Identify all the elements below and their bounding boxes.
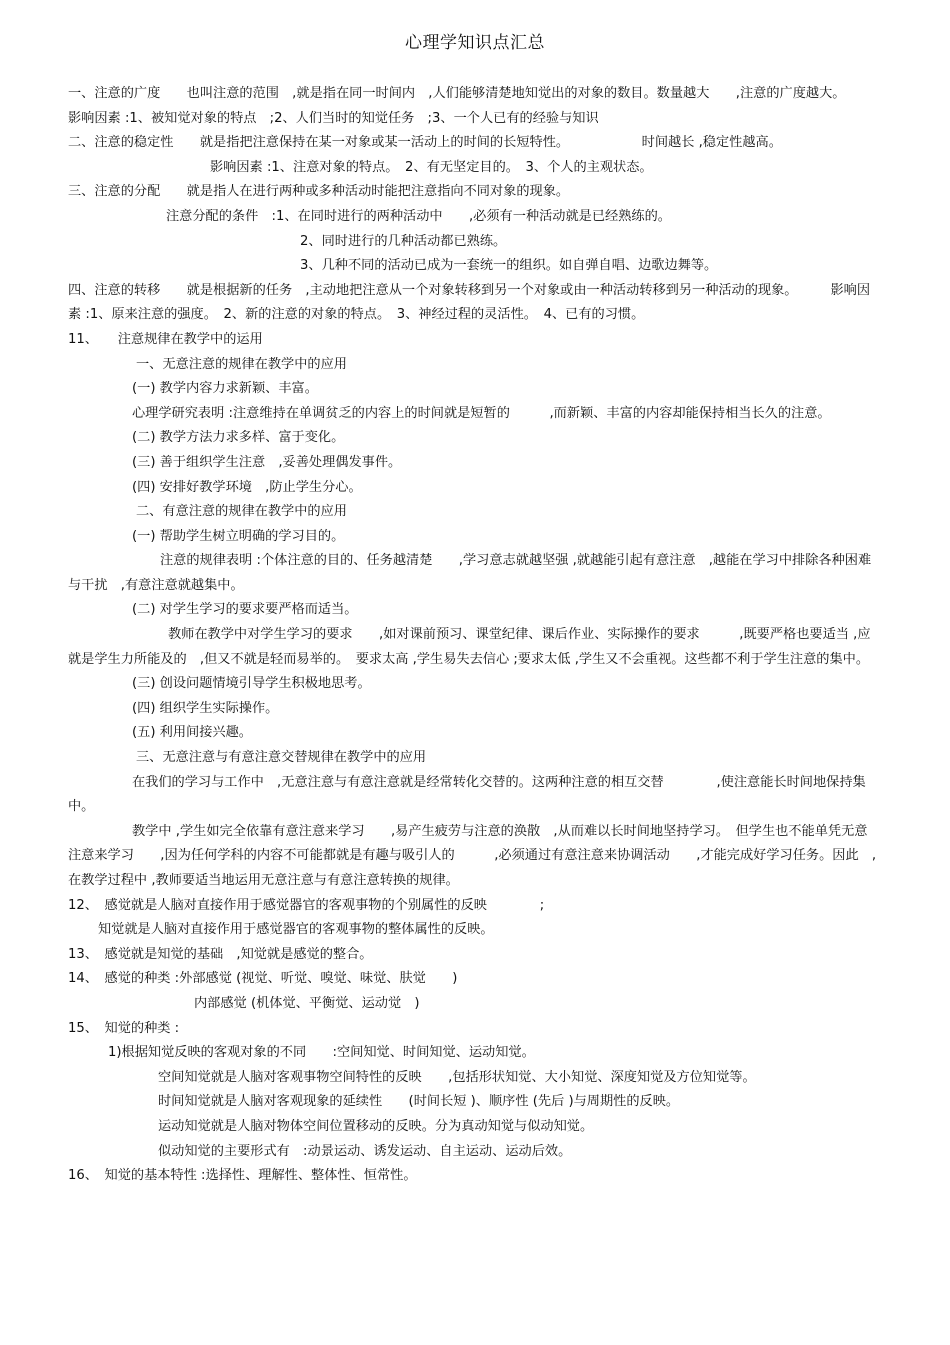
text-line: 注意的规律表明 :个体注意的目的、任务越清楚 ,学习意志就越坚强 ,就越能引起有意注意 ,越能在学习中排除各种困难与干扰 ,有意注意就越集中。 (68, 553, 872, 593)
text-line: 一、注意的广度 也叫注意的范围 ,就是指在同一时间内 ,人们能够清楚地知觉出的对象的数目。数量越大 ,注意的广度越大。 影响因素 :1、被知觉对象的特点 ;2、人们当时的知觉任务 ;3、一个人已有的经验与知识 (68, 86, 879, 126)
text-line: 二、注意的稳定性 就是指把注意保持在某一对象或某一活动上的时间的长短特性。 时间越长 ,稳定性越高。 (68, 135, 782, 151)
text-line: 时间知觉就是人脑对客观现象的延续性 (时间长短 )、顺序性 (先后 )与周期性的反映。 (158, 1094, 680, 1110)
text-line: 四、注意的转移 就是根据新的任务 ,主动地把注意从一个对象转移到另一个对象或由一种活动转移到另一种活动的现象。 影响因素 :1、原来注意的强度。 2、新的注意的对象的特点。 3、神经过程的灵活性。 4、已有的习惯。 (68, 282, 871, 323)
text-line: (三) 创设问题情境引导学生积极地思考。 (132, 676, 371, 692)
text-line: (一) 帮助学生树立明确的学习目的。 (132, 528, 345, 544)
section-heading: 14、 感觉的种类 :外部感觉 (视觉、听觉、嗅觉、味觉、肤觉 ) (68, 971, 458, 987)
section-heading: 13、 感觉就是知觉的基础 ,知觉就是感觉的整合。 (68, 946, 373, 962)
text-line: (二) 对学生学习的要求要严格而适当。 (132, 602, 358, 618)
text-line: 知觉就是人脑对直接作用于感觉器官的客观事物的整体属性的反映。 (98, 922, 494, 938)
text-line: 三、注意的分配 就是指人在进行两种或多种活动时能把注意指向不同对象的现象。 (68, 184, 570, 200)
section-heading: 12、 感觉就是人脑对直接作用于感觉器官的客观事物的个别属性的反映 ; (68, 897, 545, 913)
sub-heading: 三、无意注意与有意注意交替规律在教学中的应用 (136, 750, 427, 766)
text-line: (四) 组织学生实际操作。 (132, 700, 279, 716)
text-line: (二) 教学方法力求多样、富于变化。 (132, 430, 345, 446)
text-line: 2、同时进行的几种活动都已熟练。 (300, 233, 507, 249)
document-body (68, 82, 880, 1189)
text-line: 影响因素 :1、注意对象的特点。 2、有无坚定目的。 3、个人的主观状态。 (210, 159, 653, 175)
section-heading: 11、 注意规律在教学中的运用 (68, 331, 263, 347)
section-heading: 16、 知觉的基本特性 :选择性、理解性、整体性、恒常性。 (68, 1168, 417, 1184)
text-line: (一) 教学内容力求新颖、丰富。 (132, 381, 318, 397)
text-line: 注意分配的条件 :1、在同时进行的两种活动中 ,必须有一种活动就是已经熟练的。 (166, 208, 671, 224)
text-line: 心理学研究表明 :注意维持在单调贫乏的内容上的时间就是短暂的 ,而新颖、丰富的内容却能保持相当长久的注意。 (132, 405, 831, 421)
text-line: (三) 善于组织学生注意 ,妥善处理偶发事件。 (132, 454, 402, 470)
sub-heading: 二、有意注意的规律在教学中的应用 (136, 504, 347, 520)
text-line: (五) 利用间接兴趣。 (132, 725, 252, 741)
sub-heading: 一、无意注意的规律在教学中的应用 (136, 356, 347, 372)
text-line: 运动知觉就是人脑对物体空间位置移动的反映。分为真动知觉与似动知觉。 (158, 1118, 594, 1134)
text-line: 教师在教学中对学生学习的要求 ,如对课前预习、课堂纪律、课后作业、实际操作的要求 ,既要严格也要适当 ,应就是学生力所能及的 ,但又不就是轻而易举的。 要求太高 ,学生易失去信心 ;要求太低 ,学生又不会重视。这些都不利于学生注意的集中。 (68, 627, 871, 667)
text-line: 教学中 ,学生如完全依靠有意注意来学习 ,易产生疲劳与注意的涣散 ,从而难以长时间地坚持学习。 但学生也不能单凭无意注意来学习 ,因为任何学科的内容不可能都就是有趣与吸引人的 ,必须通过有意注意来协调活动 ,才能完成好学习任务。因此 ,在教学过程中 ,教师要适当地运用无意注意与有意注意转换的规律。 (68, 823, 877, 888)
text-line: 内部感觉 (机体觉、平衡觉、运动觉 ) (194, 995, 420, 1011)
text-line: 在我们的学习与工作中 ,无意注意与有意注意就是经常转化交替的。这两种注意的相互交替 ,使注意能长时间地保持集中。 (68, 774, 866, 815)
page-title: 心理学知识点汇总 (405, 33, 545, 53)
text-line: 似动知觉的主要形式有 :动景运动、诱发运动、自主运动、运动后效。 (158, 1143, 572, 1159)
section-heading: 15、 知觉的种类 : (68, 1020, 180, 1036)
text-line: 3、几种不同的活动已成为一套统一的组织。如自弹自唱、边歌边舞等。 (300, 258, 718, 274)
text-line: 1)根据知觉反映的客观对象的不同 :空间知觉、时间知觉、运动知觉。 (108, 1045, 535, 1061)
text-line: 空间知觉就是人脑对客观事物空间特性的反映 ,包括形状知觉、大小知觉、深度知觉及方位知觉等。 (158, 1069, 756, 1085)
text-line: (四) 安排好教学环境 ,防止学生分心。 (132, 479, 362, 495)
